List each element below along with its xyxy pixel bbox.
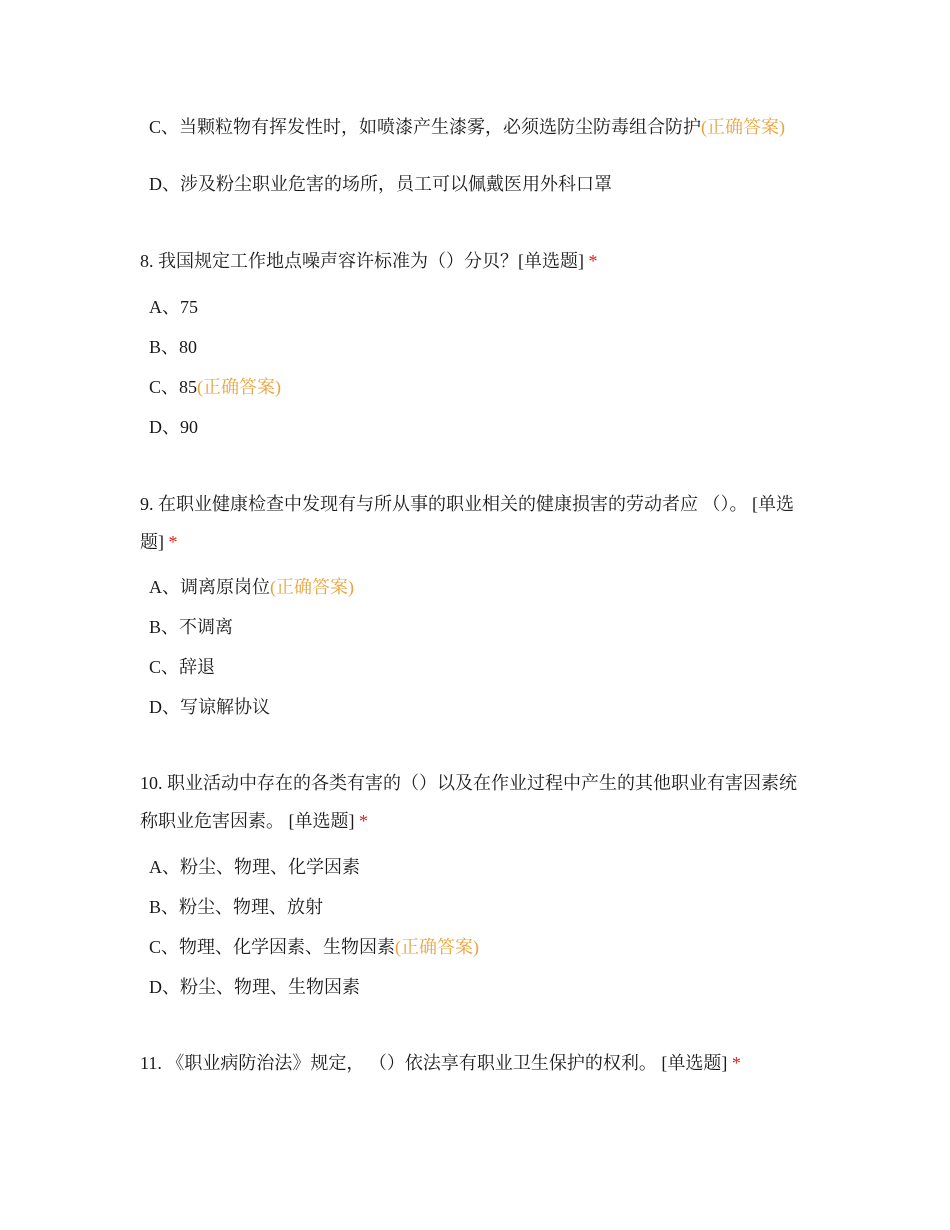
option-text: C、当颗粒物有挥发性时，如喷漆产生漆雾，必须选防尘防毒组合防护: [149, 117, 702, 137]
option-c: [149, 115, 799, 139]
question-title: 11. 《职业病防治法》规定， （）依法享有职业卫生保护的权利。 [单选题] *: [140, 1053, 741, 1073]
option-c: [149, 935, 799, 959]
option-text: C、物理、化学因素、生物因素: [149, 937, 396, 957]
option-b: [149, 615, 799, 639]
correct-answer-mark: (正确答案): [197, 377, 282, 397]
option-d: [149, 695, 799, 719]
option-text: C、辞退: [149, 657, 216, 677]
option-text: D、写谅解协议: [149, 697, 270, 717]
question-title: 8. 我国规定工作地点噪声容许标准为（）分贝？[单选题] *: [140, 251, 598, 271]
option-a: [149, 295, 799, 319]
option-a: [149, 575, 799, 599]
required-mark: *: [731, 1053, 741, 1073]
option-text: A、75: [149, 297, 198, 317]
required-mark: *: [588, 251, 598, 271]
option-text: B、不调离: [149, 617, 234, 637]
option-c: [149, 655, 799, 679]
correct-answer-mark: (正确答案): [270, 577, 354, 597]
required-mark: *: [359, 811, 368, 831]
option-c: [149, 375, 799, 399]
correct-answer-mark: (正确答案): [701, 117, 786, 137]
correct-answer-mark: (正确答案): [395, 937, 480, 957]
option-b: [149, 895, 799, 919]
option-text: D、粉尘、物理、生物因素: [149, 977, 360, 997]
option-d: [149, 415, 799, 439]
required-mark: *: [168, 532, 178, 552]
option-text: B、粉尘、物理、放射: [149, 897, 324, 917]
option-b: [149, 335, 799, 359]
option-text: A、粉尘、物理、化学因素: [149, 857, 360, 877]
option-a: [149, 855, 799, 879]
question-title: 10. 职业活动中存在的各类有害的（）以及在作业过程中产生的其他职业有害因素统称职业危害因素。 [单选题] *: [140, 773, 797, 831]
option-text: D、90: [149, 417, 198, 437]
option-text: D、涉及粉尘职业危害的场所，员工可以佩戴医用外科口罩: [149, 174, 612, 194]
option-d: [149, 975, 799, 999]
question-title: 9. 在职业健康检查中发现有与所从事的职业相关的健康损害的劳动者应 （）。 [单选题] *: [140, 494, 794, 552]
option-d: [149, 172, 799, 196]
option-text: C、85: [149, 377, 198, 397]
option-text: A、调离原岗位: [149, 577, 270, 597]
option-text: B、80: [149, 337, 198, 357]
